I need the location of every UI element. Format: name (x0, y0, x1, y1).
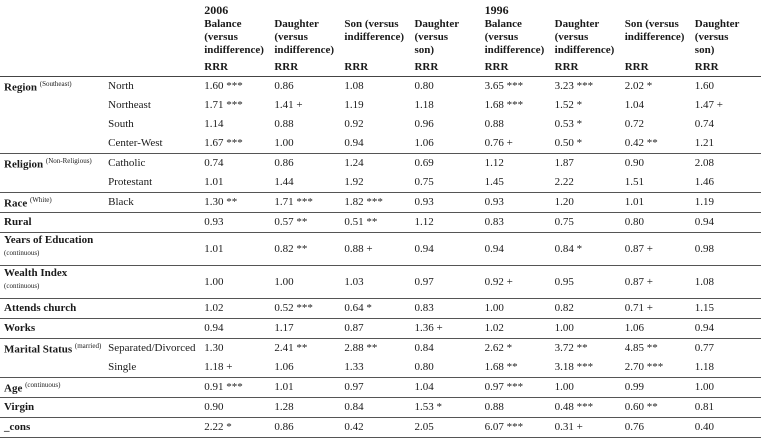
value-cell: 1.47 + (694, 99, 724, 111)
value-cell: 0.86 (270, 77, 340, 97)
column-header (200, 18, 270, 58)
variable-cell (0, 173, 104, 193)
column-header (481, 18, 551, 58)
value-cell: 0.99 (621, 378, 691, 398)
value-cell: 0.52 *** (270, 299, 340, 319)
column-header-line: Daughter (554, 18, 600, 30)
variable-name: Rural (4, 216, 32, 228)
table-row (0, 398, 761, 418)
variable-cell (0, 266, 104, 299)
value-cell: 1.02 (200, 299, 270, 319)
value-cell: 0.88 + (340, 233, 410, 266)
value-cell: 1.02 (481, 319, 551, 339)
column-header (551, 18, 621, 58)
variable-name: Wealth Index (4, 267, 68, 280)
category-cell: North (104, 77, 200, 97)
value-cell: 0.90 (621, 154, 691, 174)
year-1996-label: 1996 (484, 2, 509, 17)
value-cell: 1.04 (410, 378, 480, 398)
column-header-line: Daughter (694, 18, 740, 30)
variable-cell (0, 115, 104, 134)
value-cell: 1.01 (621, 193, 691, 213)
reference-category: (continuous) (25, 381, 61, 390)
rrr-row (0, 58, 761, 77)
value-cell: 1.01 (270, 378, 340, 398)
value-cell: 1.21 (694, 137, 715, 149)
value-cell: 2.08 (691, 154, 761, 174)
value-cell: 0.60 ** (621, 398, 691, 418)
value-cell: 0.53 * (554, 118, 583, 130)
value-cell: 0.94 (200, 319, 270, 339)
variable-name: Marital Status (4, 343, 73, 356)
value-cell: 2.70 *** (624, 361, 664, 373)
rrr-label: RRR (481, 58, 551, 77)
table-row (0, 154, 761, 174)
value-cell: 3.65 *** (481, 77, 551, 97)
category-cell (104, 319, 200, 339)
value-cell: 0.69 (410, 154, 480, 174)
table-row (0, 134, 761, 154)
value-cell: 1.18 + (204, 361, 233, 373)
value-cell: 1.00 (274, 137, 294, 149)
value-cell: 4.85 ** (621, 339, 691, 359)
value-cell: 0.75 (414, 176, 434, 188)
value-cell: 1.08 (691, 266, 761, 299)
value-cell: 0.87 (340, 319, 410, 339)
column-header (340, 18, 410, 58)
column-header-line: son) (694, 44, 715, 56)
category-cell (104, 213, 200, 233)
value-cell: 0.51 ** (340, 213, 410, 233)
column-header-line: indifference) (204, 44, 264, 56)
column-header-line: son) (414, 44, 435, 56)
value-cell: 1.60 (691, 77, 761, 97)
variable-name: _cons (4, 421, 31, 433)
value-cell: 0.40 (691, 418, 761, 438)
category-cell (104, 233, 200, 266)
column-header-line: indifference) (344, 31, 405, 43)
column-header-line: (versus (554, 31, 589, 43)
value-cell: 1.00 (200, 266, 270, 299)
variable-cell (0, 77, 104, 97)
value-cell: 1.41 + (274, 99, 303, 111)
variable-cell (0, 339, 104, 359)
value-cell: 0.82 ** (270, 233, 340, 266)
value-cell: 0.80 (414, 361, 434, 373)
value-cell: 1.08 (340, 77, 410, 97)
column-header-line: (versus (274, 31, 308, 43)
column-header (270, 18, 340, 58)
value-cell: 0.90 (200, 398, 270, 418)
value-cell: 0.94 (481, 233, 551, 266)
value-cell: 1.00 (270, 266, 340, 299)
column-header-line: Balance (484, 18, 522, 30)
value-cell: 1.00 (691, 378, 761, 398)
value-cell: 1.20 (551, 193, 621, 213)
column-header-line: indifference) (274, 44, 334, 56)
value-cell: 0.83 (481, 213, 551, 233)
value-cell: 2.02 * (621, 77, 691, 97)
value-cell: 1.45 (484, 176, 504, 188)
value-cell: 0.74 (200, 154, 270, 174)
column-header (691, 18, 761, 58)
value-cell: 1.33 (344, 361, 364, 373)
value-cell: 0.94 (344, 137, 364, 149)
variable-cell (0, 398, 104, 418)
reference-category: (Non-Religious) (45, 157, 92, 166)
column-header (410, 18, 480, 58)
value-cell: 0.87 + (621, 233, 691, 266)
value-cell: 1.51 (624, 176, 644, 188)
value-cell: 0.97 *** (481, 378, 551, 398)
value-cell: 0.80 (410, 77, 480, 97)
rrr-label: RRR (270, 58, 340, 77)
column-header-line: indifference) (624, 31, 685, 43)
value-cell: 1.30 ** (200, 193, 270, 213)
variable-cell (0, 319, 104, 339)
value-cell: 1.60 *** (200, 77, 270, 97)
value-cell: 0.72 (624, 118, 644, 130)
value-cell: 0.84 (340, 398, 410, 418)
value-cell: 1.28 (270, 398, 340, 418)
value-cell: 6.07 *** (481, 418, 551, 438)
category-cell: Black (104, 193, 200, 213)
variable-cell (0, 96, 104, 115)
value-cell: 1.52 * (554, 99, 583, 111)
value-cell: 1.15 (691, 299, 761, 319)
category-cell: Center-West (108, 137, 163, 149)
year-2006-label: 2006 (204, 2, 229, 17)
table-row (0, 378, 761, 398)
reference-category: (continuous) (4, 282, 40, 291)
variable-cell (0, 193, 104, 213)
variable-name: Age (4, 382, 23, 395)
variable-name: Years of Education (4, 234, 94, 247)
value-cell: 1.71 *** (270, 193, 340, 213)
value-cell: 0.83 (410, 299, 480, 319)
value-cell: 0.76 (621, 418, 691, 438)
value-cell: 0.88 (274, 118, 294, 130)
value-cell: 1.24 (340, 154, 410, 174)
variable-name: Region (4, 81, 37, 94)
rrr-label: RRR (410, 58, 480, 77)
value-cell: 1.00 (551, 319, 621, 339)
column-header-line: indifference) (554, 44, 615, 56)
value-cell: 0.75 (551, 213, 621, 233)
reference-category: (White) (29, 196, 52, 205)
reference-category: (married) (74, 342, 102, 351)
rrr-label: RRR (691, 58, 761, 77)
variable-cell (0, 213, 104, 233)
value-cell: 0.64 * (340, 299, 410, 319)
table-row (0, 319, 761, 339)
value-cell: 0.42 (340, 418, 410, 438)
value-cell: 1.71 *** (204, 99, 243, 111)
value-cell: 1.12 (481, 154, 551, 174)
column-header-row (0, 18, 761, 58)
variable-name: Works (4, 322, 36, 334)
value-cell: 0.84 * (551, 233, 621, 266)
category-cell: South (108, 118, 134, 130)
value-cell: 1.12 (410, 213, 480, 233)
value-cell: 1.06 (621, 319, 691, 339)
value-cell: 0.84 (410, 339, 480, 359)
value-cell: 0.97 (340, 378, 410, 398)
table-row (0, 233, 761, 266)
value-cell: 0.88 (481, 398, 551, 418)
value-cell: 0.71 + (621, 299, 691, 319)
value-cell: 1.36 + (410, 319, 480, 339)
value-cell: 1.18 (694, 361, 715, 373)
value-cell: 0.92 + (481, 266, 551, 299)
value-cell: 1.92 (344, 176, 364, 188)
table-body (0, 77, 761, 438)
value-cell: 0.74 (694, 118, 715, 130)
value-cell: 0.31 + (551, 418, 621, 438)
value-cell: 2.05 (410, 418, 480, 438)
value-cell: 3.18 *** (554, 361, 594, 373)
variable-cell (0, 154, 104, 174)
value-cell: 1.01 (204, 176, 224, 188)
value-cell: 2.22 (554, 176, 574, 188)
variable-name: Race (4, 197, 28, 210)
rrr-label: RRR (551, 58, 621, 77)
value-cell: 1.06 (414, 137, 434, 149)
variable-cell (0, 233, 104, 266)
value-cell: 1.68 ** (484, 361, 518, 373)
value-cell: 1.67 *** (204, 137, 243, 149)
variable-cell (0, 378, 104, 398)
value-cell: 0.94 (691, 213, 761, 233)
value-cell: 0.77 (691, 339, 761, 359)
rrr-label: RRR (200, 58, 270, 77)
value-cell: 1.30 (200, 339, 270, 359)
table-row (0, 299, 761, 319)
table-row (0, 115, 761, 134)
category-cell: Northeast (108, 99, 151, 111)
variable-name: Attends church (4, 302, 77, 314)
table-row (0, 358, 761, 378)
value-cell: 0.97 (410, 266, 480, 299)
category-cell: Catholic (104, 154, 200, 174)
value-cell: 1.00 (551, 378, 621, 398)
value-cell: 1.01 (200, 233, 270, 266)
value-cell: 1.00 (481, 299, 551, 319)
reference-category: (Southeast) (39, 80, 72, 89)
table-row (0, 77, 761, 97)
column-header-line: Balance (204, 18, 242, 30)
value-cell: 1.17 (270, 319, 340, 339)
value-cell: 0.42 ** (624, 137, 658, 149)
value-cell: 1.87 (551, 154, 621, 174)
variable-name: Virgin (4, 401, 35, 413)
column-header-line: indifference) (484, 44, 545, 56)
value-cell: 0.50 * (554, 137, 583, 149)
category-cell (104, 398, 200, 418)
value-cell: 1.18 (414, 99, 434, 111)
value-cell: 1.82 *** (340, 193, 410, 213)
column-header-line: (versus (414, 31, 449, 43)
column-header-line: (versus (484, 31, 519, 43)
column-header-line: (versus (694, 31, 729, 43)
value-cell: 0.81 (691, 398, 761, 418)
category-cell (104, 299, 200, 319)
value-cell: 1.46 (694, 176, 715, 188)
reference-category: (continuous) (4, 249, 40, 258)
table-row (0, 193, 761, 213)
column-header-line: Son (versus (624, 18, 679, 30)
value-cell: 1.53 * (410, 398, 480, 418)
category-cell (104, 266, 200, 299)
value-cell: 3.23 *** (551, 77, 621, 97)
value-cell: 0.82 (551, 299, 621, 319)
table-row (0, 213, 761, 233)
value-cell: 0.95 (551, 266, 621, 299)
value-cell: 0.57 ** (270, 213, 340, 233)
value-cell: 0.92 (344, 118, 364, 130)
value-cell: 0.94 (691, 319, 761, 339)
year-header-row (0, 0, 761, 18)
value-cell: 1.44 (274, 176, 294, 188)
value-cell: 1.68 *** (484, 99, 524, 111)
variable-cell (0, 358, 104, 378)
variable-cell (0, 134, 104, 154)
value-cell: 1.04 (624, 99, 644, 111)
value-cell: 0.48 *** (551, 398, 621, 418)
column-header-line: Daughter (414, 18, 460, 30)
variable-cell (0, 299, 104, 319)
value-cell: 0.96 (414, 118, 434, 130)
variable-name: Religion (4, 158, 44, 171)
value-cell: 1.14 (204, 118, 224, 130)
table-row (0, 339, 761, 359)
value-cell: 0.76 + (484, 137, 513, 149)
value-cell: 0.93 (481, 193, 551, 213)
table-row (0, 96, 761, 115)
category-cell: Single (108, 361, 137, 373)
value-cell: 2.88 ** (340, 339, 410, 359)
value-cell: 1.19 (344, 99, 364, 111)
column-header (621, 18, 691, 58)
value-cell: 1.06 (274, 361, 294, 373)
value-cell: 0.87 + (621, 266, 691, 299)
value-cell: 0.91 *** (200, 378, 270, 398)
category-cell: Separated/Divorced (104, 339, 200, 359)
value-cell: 0.88 (484, 118, 504, 130)
category-cell: Protestant (108, 176, 153, 188)
table-row (0, 173, 761, 193)
rrr-label: RRR (621, 58, 691, 77)
rrr-label: RRR (340, 58, 410, 77)
value-cell: 1.19 (691, 193, 761, 213)
value-cell: 2.62 * (481, 339, 551, 359)
value-cell: 0.86 (270, 154, 340, 174)
column-header-line: Son (versus (344, 18, 399, 30)
value-cell: 0.93 (410, 193, 480, 213)
value-cell: 0.94 (410, 233, 480, 266)
value-cell: 3.72 ** (551, 339, 621, 359)
category-cell (104, 378, 200, 398)
table-row (0, 266, 761, 299)
value-cell: 0.80 (621, 213, 691, 233)
column-header-line: (versus (204, 31, 238, 43)
value-cell: 2.22 * (200, 418, 270, 438)
value-cell: 0.98 (691, 233, 761, 266)
value-cell: 1.03 (340, 266, 410, 299)
column-header-line: Daughter (274, 18, 319, 30)
value-cell: 0.86 (270, 418, 340, 438)
value-cell: 2.41 ** (270, 339, 340, 359)
value-cell: 0.93 (200, 213, 270, 233)
